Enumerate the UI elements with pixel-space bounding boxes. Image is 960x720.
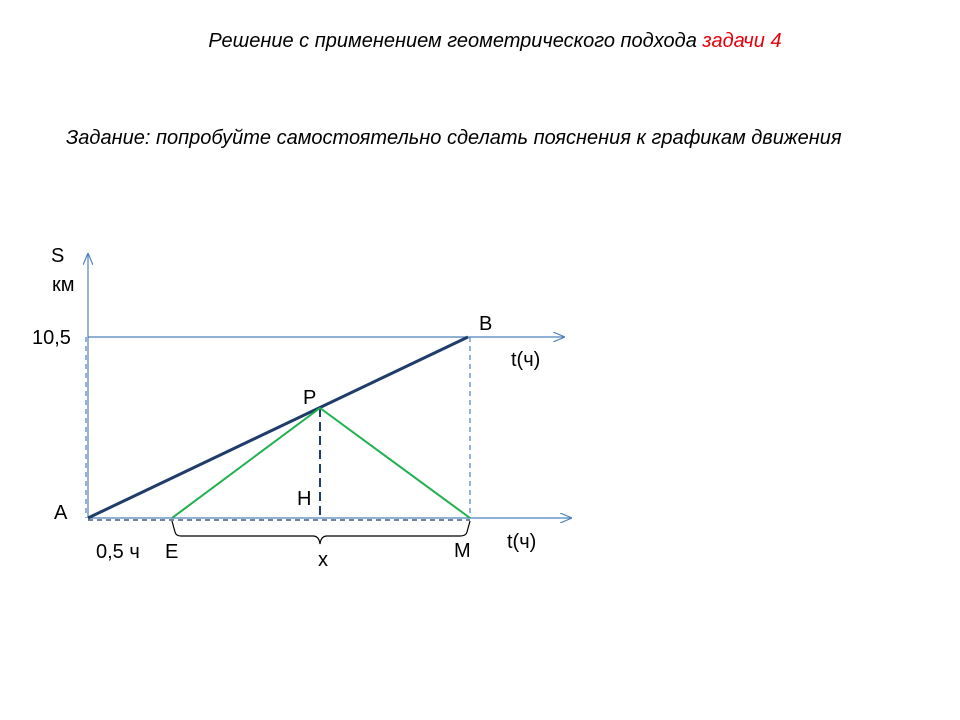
interval-label-x: x — [318, 549, 328, 571]
interval-bracket — [172, 521, 470, 544]
task-text: Задание: попробуйте самостоятельно сделать пояснения к графикам движения — [66, 127, 842, 149]
title-accent: задачи 4 — [702, 30, 782, 52]
y-axis-label-km: км — [52, 274, 75, 296]
point-label-M: M — [454, 540, 471, 562]
point-label-P: P — [303, 387, 317, 409]
lower-axis-label: t(ч) — [507, 531, 537, 553]
point-label-B: B — [479, 313, 493, 335]
line-AB — [88, 337, 468, 518]
upper-axis-label: t(ч) — [511, 349, 541, 371]
line-PM — [320, 408, 470, 518]
y-tick-label: 10,5 — [32, 327, 71, 349]
point-label-H: H — [297, 488, 312, 510]
point-label-E: E — [165, 541, 179, 563]
title-main: Решение с применением геометрического подхода — [208, 30, 703, 52]
y-axis-label-s: S — [51, 245, 65, 267]
point-label-A: A — [54, 502, 68, 524]
offset-label: 0,5 ч — [96, 541, 140, 563]
